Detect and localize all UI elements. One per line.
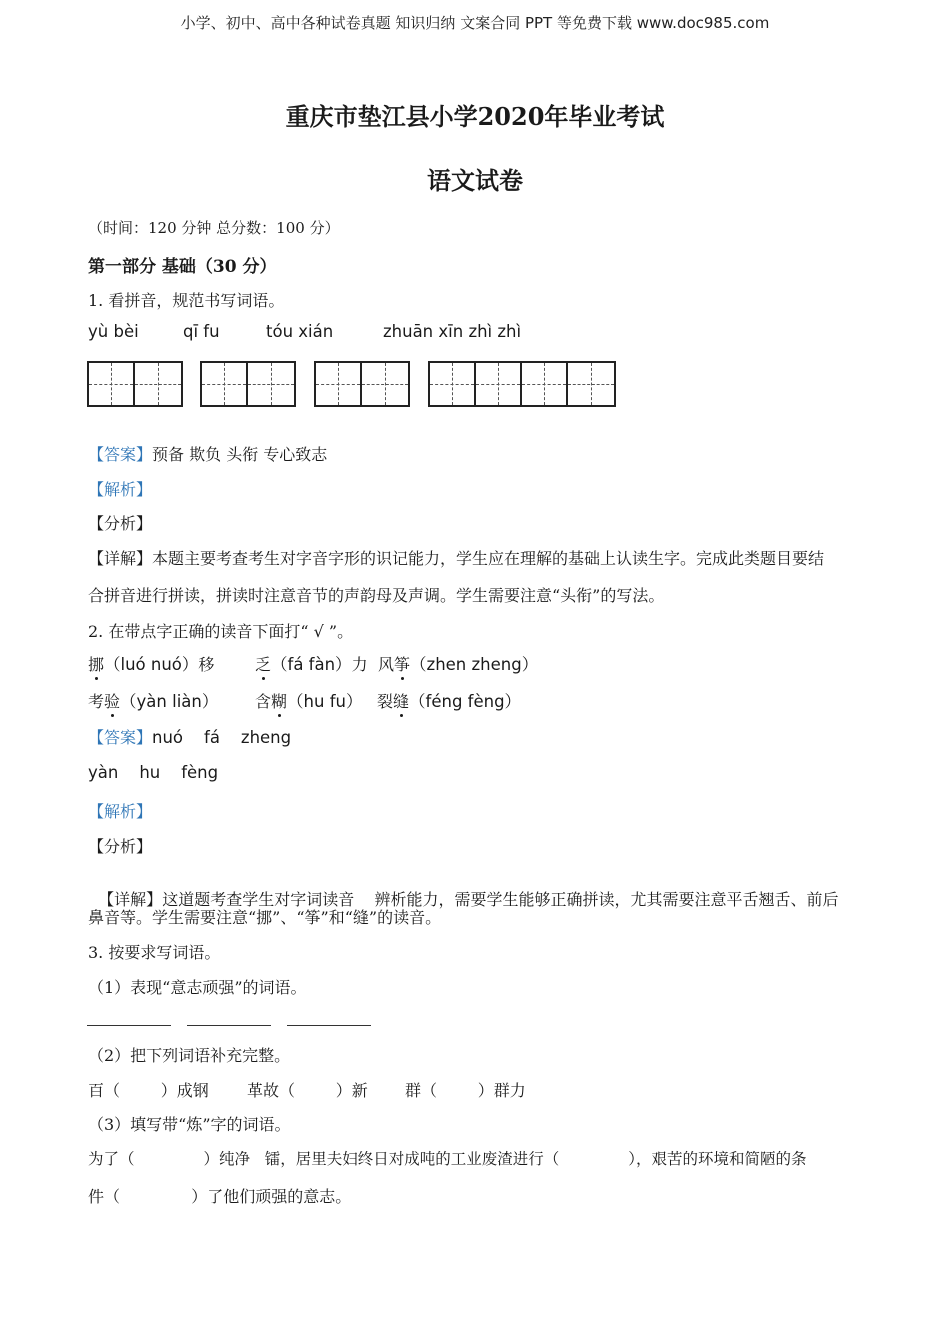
- grid-cell: [316, 363, 362, 405]
- q3-sub3: （3）填写带“炼”字的词语。: [88, 1115, 291, 1134]
- exam-info: （时间：120 分钟 总分数：100 分）: [88, 219, 340, 237]
- writing-grid-2: [200, 361, 296, 407]
- q3-sub3-line1: 为了（ ）纯净 镭，居里夫妇终日对成吨的工业废渣进行（ ），艰苦的环境和简陋的条: [88, 1150, 807, 1168]
- q1-pinyin-1: yù bèi: [88, 322, 139, 341]
- dotted-char: 缝: [393, 689, 409, 712]
- q2-detail-line2: 鼻音等。学生需要注意“挪”、“筝”和“缝”的读音。: [88, 908, 442, 927]
- q1-detail-line1: [88, 546, 824, 569]
- q2-detail-line1: [88, 868, 839, 910]
- detail-label: 【详解】: [98, 890, 163, 909]
- dotted-char: 验: [104, 689, 120, 712]
- pinyin-options: （fá fàn）: [271, 655, 352, 674]
- word-prefix: 含: [255, 692, 272, 711]
- grid-cell: [202, 363, 248, 405]
- q3-fill-item-2: 革故（ ）新: [247, 1081, 368, 1100]
- q1-detail-line2: 合拼音进行拼读，拼读时注意音节的声韵母及声调。学生需要注意“头衔”的写法。: [88, 586, 665, 605]
- grid-cell: [248, 363, 294, 405]
- q2-row1-item3: [378, 651, 538, 675]
- q3-fill-item-1: 百（ ）成钢: [88, 1081, 209, 1100]
- grid-cell: [430, 363, 476, 405]
- q1-answer-text: 预备 欺负 头衔 专心致志: [152, 445, 328, 464]
- detail-label: 【详解】: [88, 549, 153, 568]
- q2-answer-line2: yàn hu fèng: [88, 763, 219, 782]
- pinyin-options: （yàn liàn）: [120, 692, 219, 711]
- q2-row2-item2: [255, 688, 362, 712]
- q3-prompt: 3. 按要求写词语。: [88, 943, 221, 962]
- exam-title: 重庆市垫江县小学2020年毕业考试: [285, 102, 665, 131]
- page-header: 小学、初中、高中各种试卷真题 知识归纳 文案合同 PPT 等免费下载 www.doc985.com: [180, 14, 770, 32]
- q2-detail-text: 这道题考查学生对字词读音 辨析能力，需要学生能够正确拼读，尤其需要注意平舌翘舌、前后: [162, 890, 839, 909]
- word-prefix: 裂: [377, 692, 394, 711]
- answer-label: 【答案】: [88, 445, 153, 464]
- pinyin-options: （hu fu）: [287, 692, 363, 711]
- grid-cell: [362, 363, 408, 405]
- q2-analysis-label: 【解析】: [88, 802, 153, 821]
- writing-grid-3: [314, 361, 410, 407]
- writing-grid-1: [87, 361, 183, 407]
- word-rest: 力: [351, 655, 368, 674]
- q1-prompt: 1. 看拼音，规范书写词语。: [88, 291, 285, 310]
- dotted-char: 筝: [394, 652, 410, 675]
- pinyin-options: （zhen zheng）: [410, 655, 539, 674]
- dotted-char: 乏: [255, 652, 271, 675]
- q2-prompt: 2. 在带点字正确的读音下面打“ √ ”。: [88, 622, 354, 641]
- q2-row2-item1: [88, 688, 218, 712]
- word-prefix: 考: [88, 692, 105, 711]
- q3-fill-item-3: 群（ ）群力: [405, 1081, 526, 1100]
- q2-fenxi-label: 【分析】: [88, 837, 153, 856]
- part1-heading: 第一部分 基础（30 分）: [88, 257, 277, 277]
- pinyin-options: （féng fèng）: [409, 692, 522, 711]
- grid-cell: [568, 363, 614, 405]
- word-rest: 移: [198, 655, 215, 674]
- q2-row1-item1: [88, 651, 214, 675]
- grid-cell: [476, 363, 522, 405]
- q1-detail-text: 本题主要考查考生对字音字形的识记能力，学生应在理解的基础上认读生字。完成此类题目要结: [152, 549, 825, 568]
- answer-blank-2[interactable]: [187, 1025, 271, 1026]
- q1-pinyin-2: qī fu: [183, 322, 220, 341]
- q2-answer: [88, 725, 291, 748]
- q3-sub1: （1）表现“意志顽强”的词语。: [88, 978, 307, 997]
- grid-cell: [89, 363, 135, 405]
- answer-blank-1[interactable]: [87, 1025, 171, 1026]
- pinyin-options: （luó nuó）: [104, 655, 199, 674]
- exam-subtitle: 语文试卷: [427, 166, 523, 195]
- word-prefix: 风: [378, 655, 395, 674]
- answer-label: 【答案】: [88, 728, 153, 747]
- q2-row1-item2: [255, 651, 368, 675]
- answer-blank-3[interactable]: [287, 1025, 371, 1026]
- q2-answer-line1: nuó fá zheng: [152, 728, 292, 747]
- q3-sub3-line2: 件（ ）了他们顽强的意志。: [88, 1187, 352, 1206]
- grid-cell: [522, 363, 568, 405]
- q1-answer: [88, 442, 327, 465]
- q1-pinyin-4: zhuān xīn zhì zhì: [383, 322, 522, 341]
- q3-sub2: （2）把下列词语补充完整。: [88, 1046, 291, 1065]
- q1-pinyin-3: tóu xián: [266, 322, 334, 341]
- q1-fenxi-label: 【分析】: [88, 514, 153, 533]
- q2-row2-item3: [377, 688, 521, 712]
- grid-cell: [135, 363, 181, 405]
- dotted-char: 糊: [271, 689, 287, 712]
- writing-grid-4: [428, 361, 616, 407]
- q1-analysis-label: 【解析】: [88, 480, 153, 499]
- dotted-char: 挪: [88, 652, 104, 675]
